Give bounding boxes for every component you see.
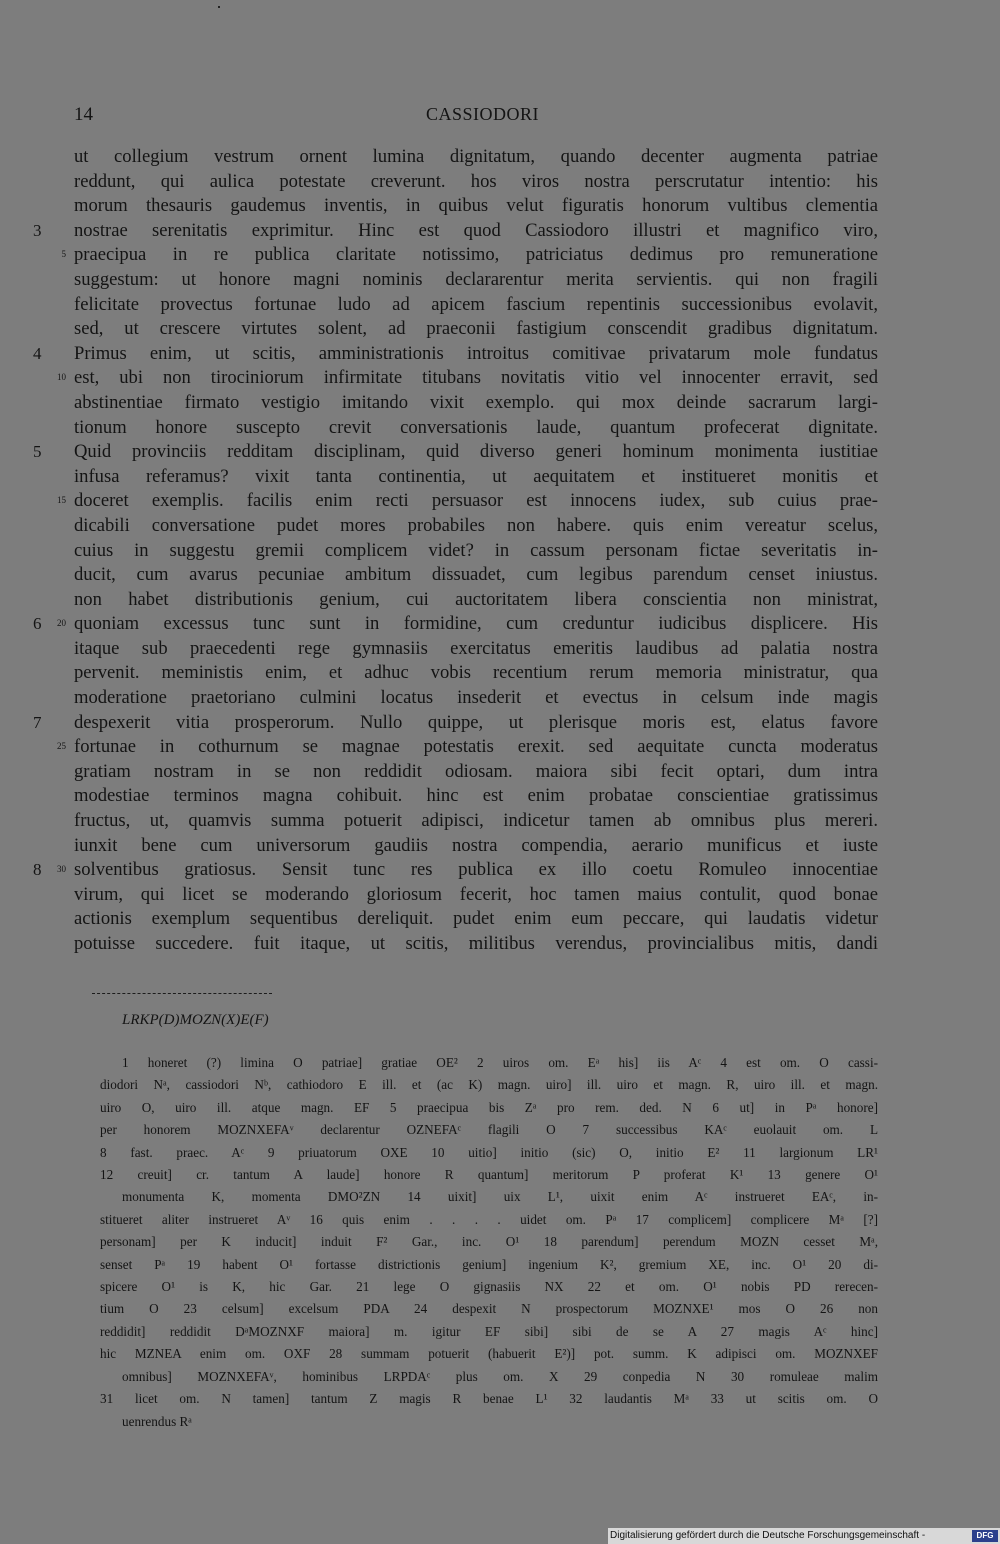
apparatus-line: 31 licet om. N tamen] tantum Z magis R benae L¹ 32 laudantis Mᵃ 33 ut scitis om. O (100, 1391, 878, 1407)
line-text: ut collegium vestrum ornent lumina dignitatum, quando decenter augmenta patriae (74, 146, 878, 167)
apparatus-line: uenrendus Rᵃ (122, 1413, 192, 1429)
line-number: 5 (61, 249, 66, 260)
text-line (0, 243, 1000, 268)
text-line (0, 883, 1000, 908)
line-text: solventibus gratiosus. Sensit tunc res publica ex illo coetu Romuleo innocentiae (74, 859, 878, 881)
page-number: 14 (74, 104, 93, 125)
line-text: Quid provinciis redditam disciplinam, quid diverso generi hominum monimenta iustitiae (74, 441, 878, 463)
line-text: praecipua in re publica claritate notissimo, patriciatus dedimus pro remuneratione (74, 244, 878, 266)
line-text: ducit, cum avarus pecuniae ambitum dissuadet, cum legibus parendum censet iniustus. (74, 564, 878, 586)
section-number: 5 (33, 442, 42, 462)
line-text: tionum honore suscepto crevit conversationis laude, quantum profecerat dignitate. (74, 416, 878, 438)
apparatus-line: hic MZNEA enim om. OXF 28 summam potuerit (habuerit E²)] pot. summ. K adipisci om. MOZNXEF (100, 1346, 878, 1362)
apparatus-line: senset Pᵃ 19 habent O¹ fortasse districtionis genium] ingenium K², gremium XE, inc. O¹ 20 di- (100, 1256, 878, 1272)
section-number: 6 (33, 614, 42, 634)
text-line (0, 661, 1000, 686)
line-text: fortunae in cothurnum se magnae potestatis erexit. sed aequitate cuncta moderatus (74, 736, 878, 758)
line-text: iunxit bene cum universorum gaudiis nostra compendia, aerario munificus et iuste (74, 834, 878, 856)
footnote-divider (92, 993, 272, 994)
text-line (0, 784, 1000, 809)
text-line (0, 686, 1000, 711)
line-text: doceret exemplis. facilis enim recti persuasor est innocens iudex, sub cuius prae- (74, 490, 878, 512)
footer-bar (608, 1528, 1000, 1544)
line-text: felicitate provectus fortunae ludo ad apicem fascium repentinis successionibus evolavit, (74, 293, 878, 315)
line-text: itaque sub praecedenti rege gymnasiis exercitatus emeritis laudibus ad palatia nostra (74, 637, 878, 659)
apparatus-line: 12 creuit] cr. tantum A laude] honore R quantum] meritorum P proferat K¹ 13 genere O¹ (100, 1167, 878, 1183)
line-number: 15 (57, 495, 66, 506)
line-text: nostrae serenitatis exprimitur. Hinc est quod Cassiodoro illustri et magnifico viro, (74, 219, 878, 241)
line-text: reddunt, qui aulica potestate creverunt. hos viros nostra perscrutatur intentio: his (74, 170, 878, 192)
line-text: modestiae terminos magna cohibuit. hinc est enim probatae conscientiae gratissimus (74, 785, 878, 807)
text-line (0, 342, 1000, 367)
apparatus-line: omnibus] MOZNXEFAᵛ, hominibus LRPDAᶜ plus om. X 29 conpedia N 30 romuleae malim (122, 1368, 878, 1384)
apparatus-line: monumenta K, momenta DMO²ZN 14 uixit] uix L¹, uixit enim Aᶜ instrueret EAᶜ, in- (122, 1189, 878, 1205)
apparatus-line: diodori Nᵃ, cassiodori Nᵇ, cathiodoro E ill. et (ac K) magn. uiro] ill. uiro et magn. R, uiro ill. et magn. (100, 1077, 878, 1093)
text-line (0, 834, 1000, 859)
line-text: potuisse succedere. fuit itaque, ut scitis, militibus verendus, provincialibus mitis, dandi (74, 933, 878, 954)
line-text: quoniam excessus tunc sunt in formidine, cum creduntur iudicibus displicere. His (74, 613, 878, 635)
line-text: dicabili conversatione pudet mores probabiles non habere. quis enim vereatur scelus, (74, 514, 878, 536)
line-text: virum, qui licet se moderando gloriosum fecerit, hoc tamen maius contulit, quod bonae (74, 883, 878, 905)
apparatus-line: spicere O¹ is K, hic Gar. 21 lege O gignasiis NX 22 et om. O¹ nobis PD rerecen- (100, 1279, 878, 1295)
text-line (0, 612, 1000, 637)
text-line (0, 268, 1000, 293)
text-line (0, 489, 1000, 514)
text-line (0, 219, 1000, 244)
line-text: non habet distributionis genium, cui auctoritatem libera conscientia non ministrat, (74, 588, 878, 610)
apparatus-line: 1 honeret (?) limina O patriae] gratiae OE² 2 uiros om. Eᵃ his] iis Aᶜ 4 est om. O cassi- (122, 1055, 878, 1070)
line-text: cuius in suggestu gremii complicem videt? in cassum personam fictae severitatis in- (74, 539, 878, 561)
running-title: CASSIODORI (426, 104, 540, 124)
apparatus-line: tium O 23 celsum] excelsum PDA 24 despexit N prospectorum MOZNXE¹ mos O 26 non (100, 1301, 878, 1317)
line-text: infusa referamus? vixit tanta continentia, ut aequitatem et institueret monitis et (74, 465, 878, 487)
line-text: Primus enim, ut scitis, amministrationis introitus comitivae privatarum mole fundatus (74, 342, 878, 364)
critical-apparatus (100, 1052, 878, 1433)
line-text: abstinentiae firmato vestigio imitando vixit exemplo. qui mox deinde sacrarum largi- (74, 391, 878, 413)
apparatus-line: stitueret aliter instrueret Aᵛ 16 quis enim . . . . uidet om. Pᵃ 17 complicem] complicere Mᵃ [?] (100, 1211, 878, 1227)
text-line (0, 735, 1000, 760)
manuscript-sigla: LRKP(D)MOZN(X)E(F) (122, 1012, 269, 1028)
text-line (0, 711, 1000, 736)
apparatus-line: personam] per K inducit] induit F² Gar., inc. O¹ 18 parendum] perendum MOZN cesset Mᵃ, (100, 1234, 878, 1250)
text-line (0, 514, 1000, 539)
text-line (0, 293, 1000, 318)
text-line (0, 465, 1000, 490)
text-line (0, 416, 1000, 441)
text-line (0, 932, 1000, 957)
dfg-logo: DFG (972, 1530, 998, 1542)
text-line (0, 760, 1000, 785)
line-number: 20 (57, 618, 66, 629)
line-text: gratiam nostram in se non reddidit odiosam. maiora sibi fecit optari, dum intra (74, 760, 878, 782)
section-number: 4 (33, 343, 42, 363)
main-text (0, 145, 1000, 957)
apparatus-line: 8 fast. praec. Aᶜ 9 priuatorum OXE 10 uitio] initio (sic) O, initio E² 11 largionum LR¹ (100, 1144, 878, 1160)
footer-text: Digitalisierung gefördert durch die Deutsche Forschungsgemeinschaft - (610, 1530, 926, 1541)
line-text: morum thesauris gaudemus inventis, in quibus velut figuratis honorum vultibus clementia (74, 195, 878, 217)
text-line (0, 907, 1000, 932)
text-line (0, 440, 1000, 465)
line-text: despexerit vitia prosperorum. Nullo quippe, ut plerisque moris est, elatus favore (74, 711, 878, 733)
line-number: 30 (57, 864, 66, 875)
text-line (0, 637, 1000, 662)
text-line (0, 317, 1000, 342)
text-line (0, 391, 1000, 416)
text-line (0, 858, 1000, 883)
line-text: suggestum: ut honore magni nominis declararentur merita servientis. qui non fragili (74, 268, 878, 290)
line-text: est, ubi non tirociniorum infirmitate titubans novitatis vitio vel innocenter erravit, sed (74, 367, 878, 389)
line-text: pervenit. meministis enim, et adhuc vobis recentium rerum memoria ministratur, qua (74, 662, 878, 684)
apparatus-line: per honorem MOZNXEFAᵛ declarentur OZNEFAᶜ flagili O 7 successibus KAᶜ euolauit om. L (100, 1122, 878, 1138)
text-line (0, 809, 1000, 834)
line-text: moderatione praetoriano culmini locatus insederit et evectus in celsum inde magis (74, 687, 878, 709)
line-text: fructus, ut, quamvis summa potuerit adipisci, indicetur tamen ab omnibus plus mereri. (74, 810, 878, 832)
text-line (0, 539, 1000, 564)
section-number: 8 (33, 860, 42, 880)
speck-mark (218, 6, 220, 8)
line-text: actionis exemplum sequentibus dereliquit. pudet enim eum peccare, qui laudatis videtur (74, 908, 878, 930)
apparatus-line: uiro O, uiro ill. atque magn. EF 5 praecipua bis Zᵃ pro rem. ded. N 6 ut] in Pᵃ honore] (100, 1099, 878, 1115)
line-number: 25 (57, 741, 66, 752)
line-number: 10 (57, 372, 66, 383)
section-number: 3 (33, 220, 42, 240)
apparatus-line: reddidit] reddidit DᵃMOZNXF maiora] m. igitur EF sibi] sibi de se A 27 magis Aᶜ hinc] (100, 1323, 878, 1339)
line-text: sed, ut crescere virtutes solent, ad praeconii fastigium conscendit gradibus dignitatum. (74, 318, 878, 340)
text-line (0, 588, 1000, 613)
text-line (0, 563, 1000, 588)
text-line (0, 194, 1000, 219)
text-line (0, 145, 1000, 170)
section-number: 7 (33, 712, 42, 732)
text-line (0, 366, 1000, 391)
text-line (0, 170, 1000, 195)
